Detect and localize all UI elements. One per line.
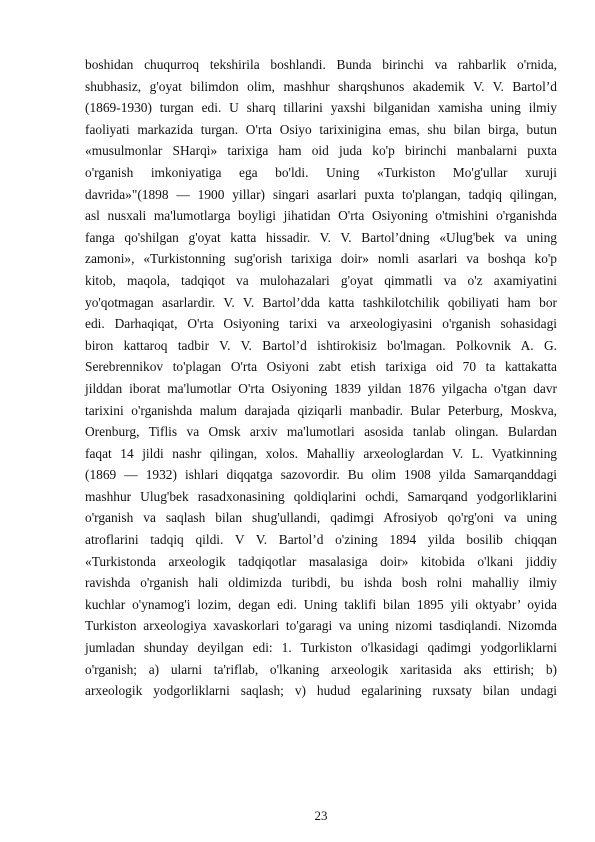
text-line: o'rganish va saqlash bilan shug'ullandi, qadimgi Afrosiyob qo'rg'oni va uning — [85, 510, 557, 526]
text-line: jilddan iborat ma'lumotlar O'rta Osiyoning 1839 yildan 1876 yilgacha o'tgan davr — [85, 380, 557, 396]
text-line: Orenburg, Tiflis va Omsk arxiv ma'lumotlari asosida tanlab olingan. Bulardan — [85, 424, 557, 440]
text-line: zamoni», «Turkistonning sug'orish tarixiga doir» nomli asarlari va boshqa ko'p — [85, 251, 557, 267]
text-line: faqat 14 jildi nashr qilingan, xolos. Mahalliy arxeologlardan V. L. Vyatkinning — [85, 445, 557, 461]
text-line: o'rganish; a) ularni ta'riflab, o'lkaning arxeologik xaritasida aks ettirish; b) — [85, 661, 557, 677]
page-number: 23 — [314, 808, 328, 823]
text-line: arxeologik yodgorliklarni saqlash; v) hudud egalarining ruxsaty bilan undagi — [85, 683, 557, 699]
text-line: faoliyati markazida turgan. O'rta Osiyo tarixinigina emas, shu bilan birga, butun — [85, 121, 557, 137]
text-line: tarixini o'rganishda malum darajada qiziqarli manbadir. Bular Peterburg, Moskva, — [85, 402, 557, 418]
text-line: (1869-1930) turgan edi. U sharq tillarini yaxshi bilganidan xamisha uning ilmiy — [85, 100, 557, 116]
text-line: kitob, maqola, tadqiqot va mulohazalari g'oyat qimmatli va o'z axamiyatini — [85, 272, 557, 288]
text-line: mashhur Ulug'bek rasadxonasining qoldiqlarini ochdi, Samarqand yodgorliklarini — [85, 488, 557, 504]
text-line: o'rganish imkoniyatiga ega bo'ldi. Uning «Turkiston Mo'g'ullar xuruji — [85, 164, 557, 180]
text-line: davrida»"(1898 — 1900 yillar) singari asarlari puxta to'plangan, tadqiq qilingan, — [85, 186, 557, 202]
body-text — [85, 54, 557, 702]
text-line: fanga qo'shilgan g'oyat katta hissadir. V. V. Bartol’dning «Ulug'bek va uning — [85, 229, 557, 245]
text-line: yo'qotmagan asarlardir. V. V. Bartol’dda katta tashkilotchilik qobiliyati ham bor — [85, 294, 557, 310]
text-line: «Turkistonda arxeologik tadqiqotlar masalasiga doir» kitobida o'lkani jiddiy — [85, 553, 557, 569]
text-line: jumladan shunday deyilgan edi: 1. Turkiston o'lkasidagi qadimgi yodgorliklarni — [85, 640, 557, 656]
text-line: biron kattaroq tadbir V. V. Bartol’d ishtirokisiz bo'lmagan. Polkovnik A. G. — [85, 337, 557, 353]
text-line: Turkiston arxeologiya xavaskorlari to'garagi va uning nizomi tasdiqlandi. Nizomda — [85, 618, 557, 634]
text-line: atroflarini tadqiq qildi. V V. Bartol’d o'zining 1894 yilda bosilib chiqqan — [85, 532, 557, 548]
text-line: kuchlar o'ynamog'i lozim, degan edi. Uning taklifi bilan 1895 yili oktyabr’ oyida — [85, 596, 557, 612]
text-line: Serebrennikov to'plagan O'rta Osiyoni zabt etish tarixiga oid 70 ta kattakatta — [85, 359, 557, 375]
text-line: (1869 — 1932) ishlari diqqatga sazovordir. Bu olim 1908 yilda Samarqanddagi — [85, 467, 557, 483]
text-line: asl nusxali ma'lumotlarga boyligi jihatidan O'rta Osiyoning o'tmishini o'rganishda — [85, 208, 557, 224]
text-line: «musulmonlar SHarqi» tarixiga ham oid juda ko'p birinchi manbalarni puxta — [85, 143, 557, 159]
text-line: shubhasiz, g'oyat bilimdon olim, mashhur sharqshunos akademik V. V. Bartol’d — [85, 78, 557, 94]
text-line: boshidan chuqurroq tekshirila boshlandi. Bunda birinchi va rahbarlik o'rnida, — [85, 57, 557, 72]
text-line: edi. Darhaqiqat, O'rta Osiyoning tarixi va arxeologiyasini o'rganish sohasidagi — [85, 316, 557, 332]
text-line: ravishda o'rganish hali oldimizda turibdi, bu ishda bosh rolni mahalliy ilmiy — [85, 575, 557, 591]
